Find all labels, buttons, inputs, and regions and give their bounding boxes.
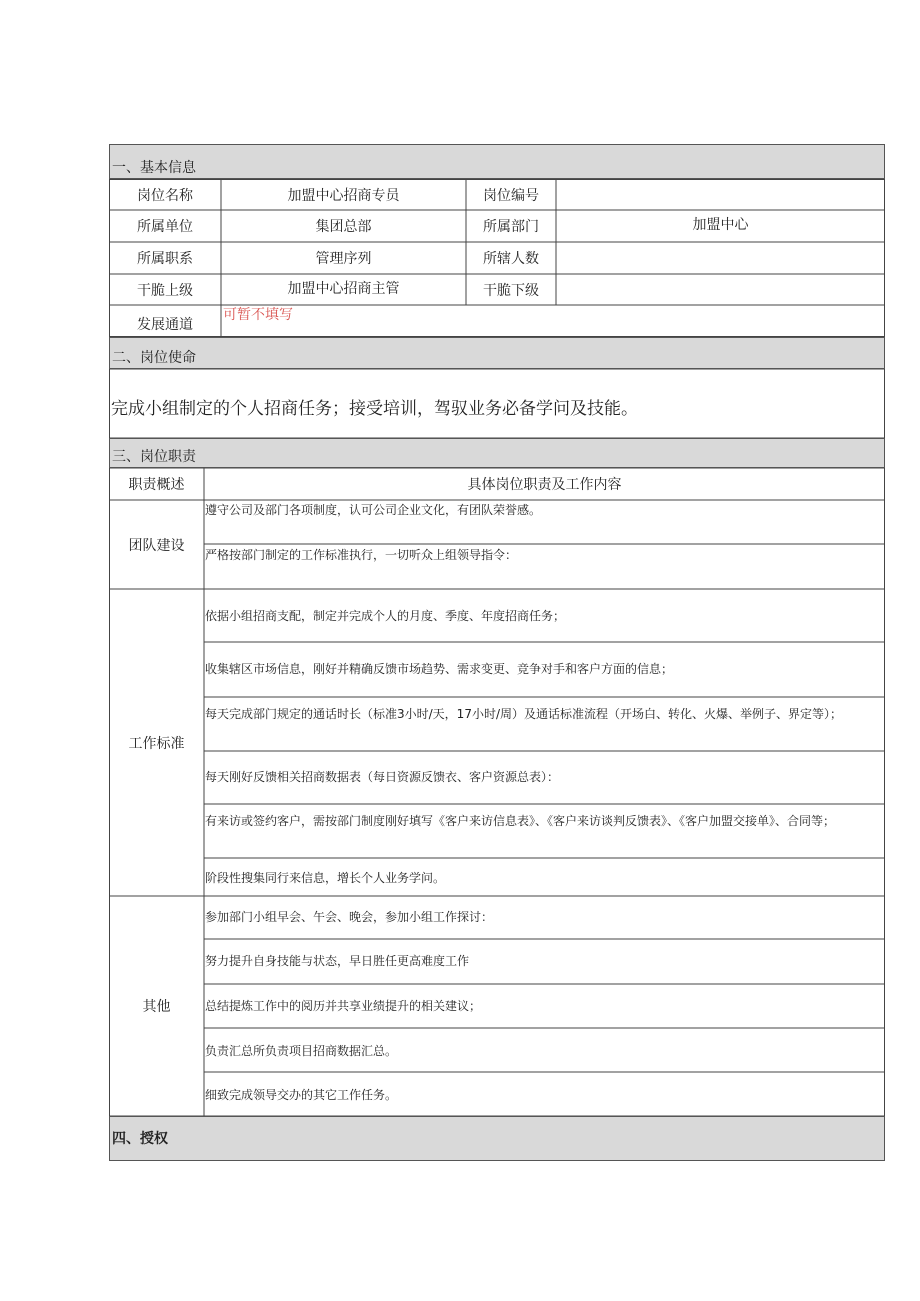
duty-item: 收集辖区市场信息，刚好并精确反馈市场趋势、需求变更、竞争对手和客户方面的信息；	[205, 662, 674, 676]
dept-label: 所属部门	[483, 219, 539, 235]
duty-item: 依据小组招商支配，制定并完成个人的月度、季度、年度招商任务；	[205, 609, 566, 623]
duty-item: 负责汇总所负责项目招商数据汇总。	[205, 1044, 398, 1058]
duty-item: 遵守公司及部门各项制度，认可公司企业文化，有团队荣誉感。	[205, 503, 542, 517]
duty-item: 细致完成领导交办的其它工作任务。	[205, 1088, 398, 1102]
section-duties	[109, 438, 885, 468]
subordinate-value	[556, 274, 885, 305]
dept-value: 加盟中心	[692, 217, 749, 233]
standard-label: 工作标准	[128, 735, 185, 752]
section-authorization	[109, 1116, 885, 1161]
team-label: 团队建设	[128, 537, 185, 554]
headcount-label: 所辖人数	[483, 251, 539, 267]
mission-text: 完成小组制定的个人招商任务；接受培训，驾驭业务必备学问及技能。	[111, 399, 638, 419]
duty-item: 有来访或签约客户，需按部门制度刚好填写《客户来访信息表》、《客户来访谈判反馈表》、《客户加盟交接单》、合同等；	[205, 814, 836, 828]
section-title: 三、岗位职责	[112, 449, 196, 465]
section-mission	[109, 337, 885, 369]
duty-item: 每天刚好反馈相关招商数据表（每日资源反馈衣、客户资源总表）：	[205, 770, 560, 784]
series-label: 所属职系	[137, 251, 193, 267]
duty-item: 每天完成部门规定的通话时长（标准3小时/天，17小时/周）及通话标准流程（开场白、转化、火爆、举例子、界定等）；	[205, 707, 842, 721]
job-no-value	[556, 179, 885, 210]
section-title: 二、岗位使命	[112, 350, 196, 366]
unit-value: 集团总部	[315, 219, 372, 235]
section-title: 四、授权	[112, 1131, 168, 1147]
duty-item: 阶段性搜集同行来信息，增长个人业务学问。	[205, 871, 446, 885]
col-overview-header: 职责概述	[128, 477, 185, 493]
duty-item: 努力提升自身技能与状态，早日胜任更高难度工作	[205, 954, 470, 968]
superior-value: 加盟中心招商主管	[287, 280, 400, 297]
subordinate-label: 干脆下级	[483, 282, 539, 299]
unit-label: 所属单位	[137, 219, 193, 235]
job-name-value: 加盟中心招商专员	[287, 187, 400, 204]
superior-label: 干脆上级	[137, 282, 193, 299]
duty-item: 参加部门小组早会、午会、晚会，参加小组工作探讨：	[205, 910, 494, 924]
path-label: 发展通道	[137, 316, 193, 333]
job-no-label: 岗位编号	[483, 187, 539, 204]
path-note: 可暂不填写	[223, 307, 293, 323]
headcount-value	[556, 242, 885, 274]
job-name-label: 岗位名称	[137, 187, 193, 204]
duty-item: 严格按部门制定的工作标准执行，一切听众上组领导指令：	[205, 548, 518, 562]
section-title: 一、基本信息	[112, 160, 196, 176]
other-label: 其他	[142, 999, 171, 1015]
section-basic-info	[109, 144, 885, 179]
series-value: 管理序列	[315, 251, 372, 267]
col-content-header: 具体岗位职责及工作内容	[467, 477, 622, 493]
duty-item: 总结提炼工作中的阅历并共享业绩提升的相关建议；	[205, 999, 482, 1013]
